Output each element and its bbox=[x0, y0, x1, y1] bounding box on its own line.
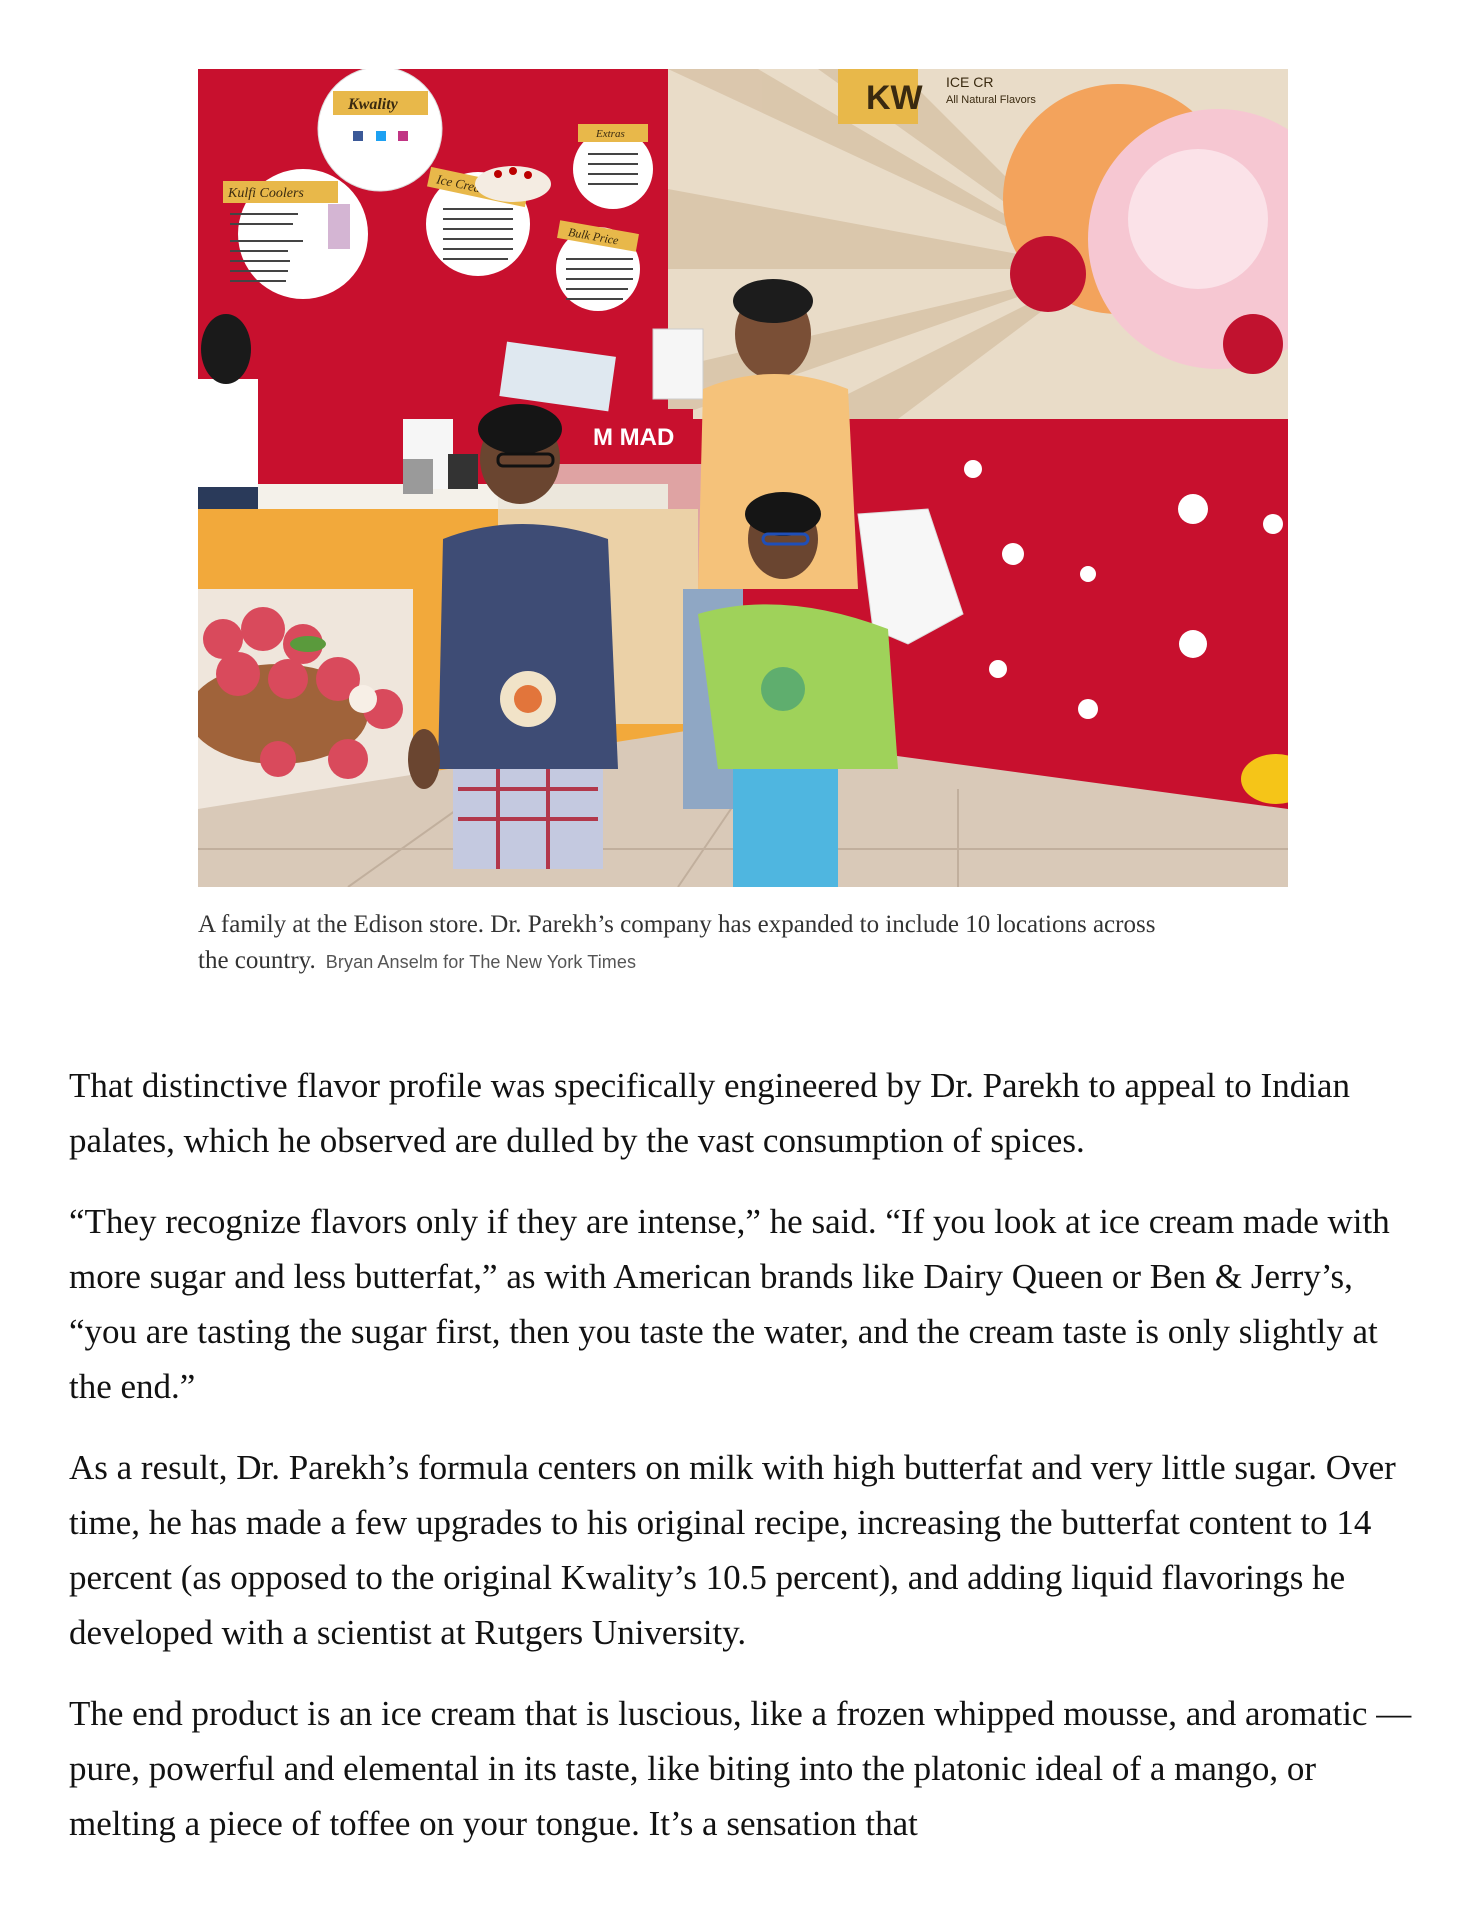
store-photo bbox=[198, 69, 1288, 887]
menu-board-brand bbox=[318, 69, 442, 191]
sign-bulk: Bulk Price bbox=[567, 224, 620, 248]
menu-board-bulk bbox=[556, 220, 640, 311]
article-paragraph: The end product is an ice cream that is luscious, like a frozen whipped mousse, and aromatic — pure, powerful and elemental in its taste, like biting into the platonic ideal of a mango, or melting a piece of toffee on your tongue. It’s a sensation that bbox=[69, 1694, 1412, 1843]
article-paragraph: That distinctive flavor profile was specifically engineered by Dr. Parekh to appeal to Indian palates, which he observed are dulled by the vast consumption of spices. bbox=[69, 1066, 1350, 1160]
article-body bbox=[69, 1058, 1429, 1877]
wall-banner-tag: ICE CR bbox=[946, 74, 994, 90]
wall-banner-sub: All Natural Flavors bbox=[946, 94, 1036, 106]
photo-caption bbox=[198, 907, 1158, 980]
sign-kulfi: Kulfi Coolers bbox=[228, 186, 304, 201]
sign-brand: Kwality bbox=[348, 96, 398, 113]
article-paragraph: “They recognize flavors only if they are intense,” he said. “If you look at ice cream made with more sugar and less butterfat,” as with American brands like Dairy Queen or Ben & Jerry’s, “you are tasting the sugar first, then you taste the water, and the cream taste is only slightly at the end.” bbox=[69, 1202, 1390, 1406]
sign-cakes: Ice Cream bbox=[435, 171, 492, 198]
counter-banner: M MAD bbox=[593, 424, 675, 451]
article-paragraph: As a result, Dr. Parekh’s formula centers on milk with high butterfat and very little sugar. Over time, he has made a few upgrades to his original recipe, increasing the butterfat content to 14 percent (as opposed to the original Kwality’s 10.5 percent), and adding liquid flavorings he developed with a scientist at Rutgers University. bbox=[69, 1448, 1396, 1652]
sign-extras: Extras bbox=[596, 128, 625, 140]
caption-text: A family at the Edison store. Dr. Parekh’s company has expanded to include 10 locations across the country. bbox=[198, 911, 1156, 974]
wall-banner-brand: KW bbox=[866, 79, 923, 117]
photo-credit: Bryan Anselm for The New York Times bbox=[325, 952, 637, 972]
menu-board-extras bbox=[573, 124, 653, 209]
